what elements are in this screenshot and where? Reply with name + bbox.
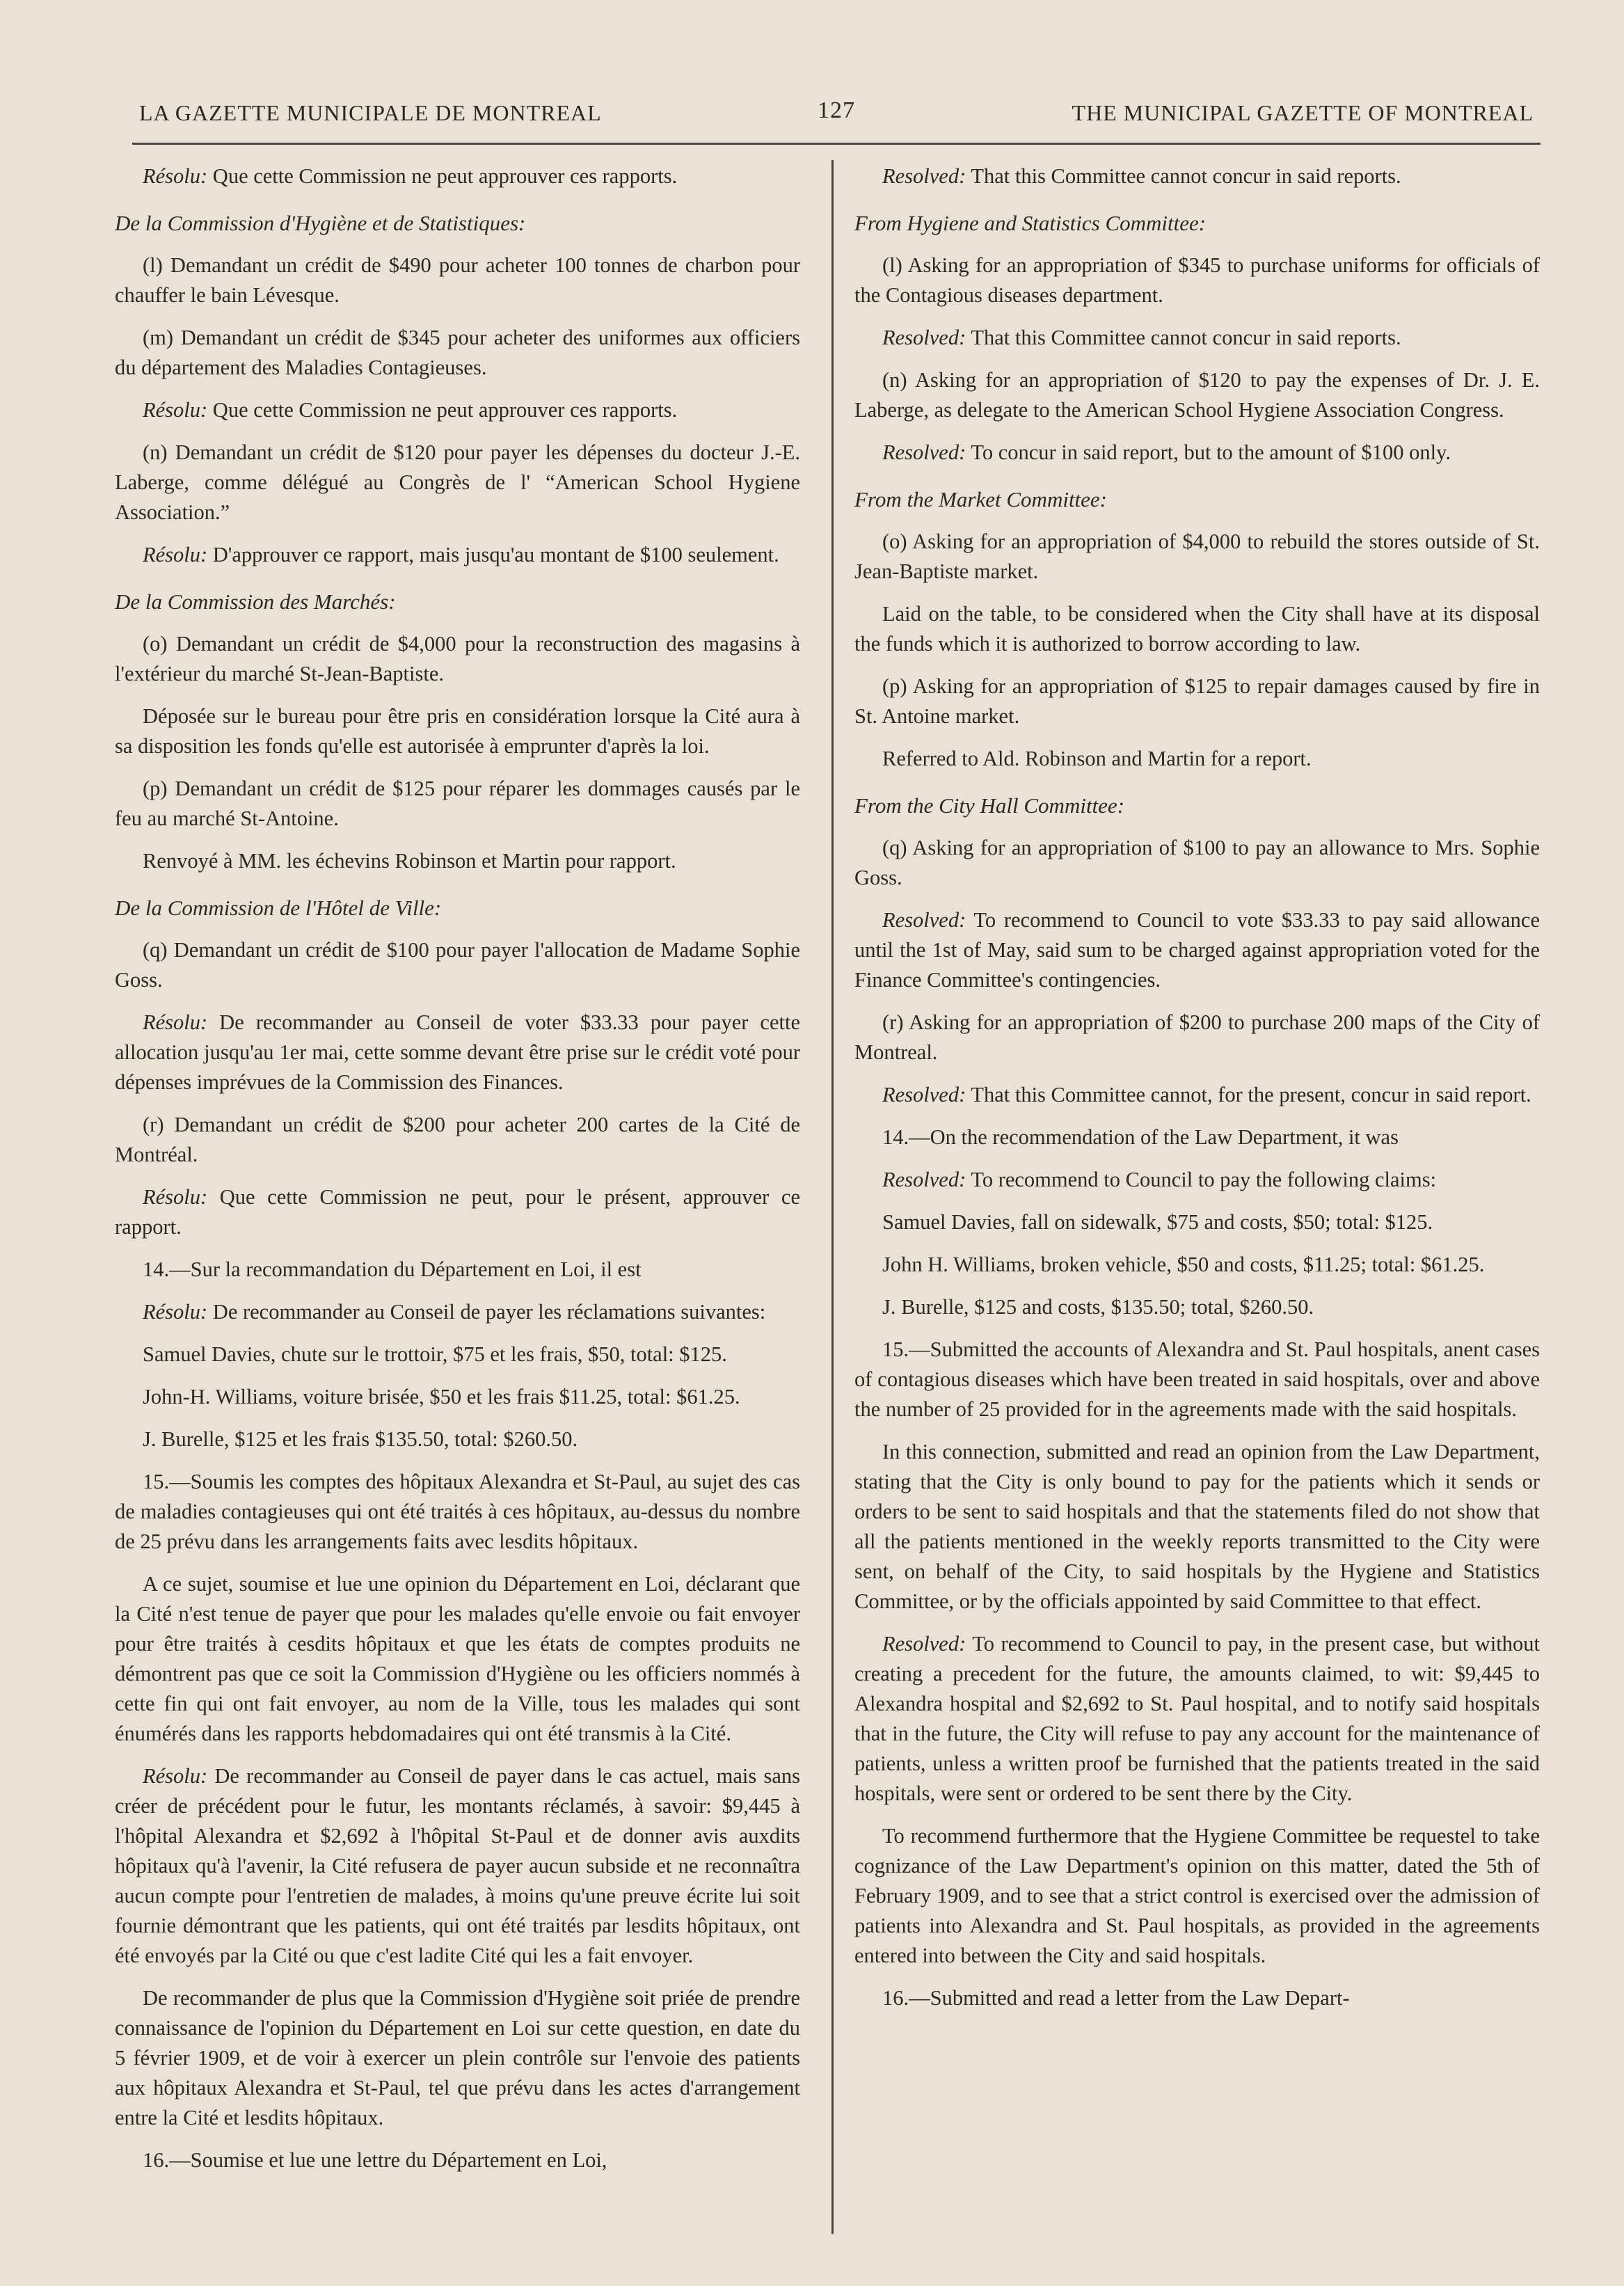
section-heading: From Hygiene and Statistics Committee:	[854, 211, 1207, 235]
paragraph-text: In this connection, submitted and read an opinion from the Law Department, stating that the City is only bound to pay for the patients which it sends or orders to be sent to said hospitals and that the statements filed do not show that all the patients mentioned in the weekly reports transmitted to the City were sent, on behalf of the City, to said hospitals by the Hygiene and Statistics Committee, or by the officials appointed by said Committee to that effect.	[854, 1440, 1540, 1613]
resolution-lead: Résolu:	[143, 1300, 208, 1324]
resolution-lead: Resolved:	[882, 326, 966, 349]
paragraph-text: Laid on the table, to be considered when the City shall have at its disposal the funds which it is authorized to borrow according to law.	[854, 602, 1540, 656]
section-heading: De la Commission des Marchés:	[115, 589, 396, 614]
paragraph-text: To recommend to Council to pay the following claims:	[966, 1168, 1437, 1191]
resolution-lead: Résolu:	[143, 164, 208, 188]
paragraph-text: (p) Demandant un crédit de $125 pour réparer les dommages causés par le feu au marché St-Antoine.	[115, 777, 800, 830]
paragraph	[115, 1983, 800, 2133]
resolution-paragraph	[115, 1297, 800, 1327]
paragraph	[115, 1569, 800, 1749]
paragraph-text: De recommander au Conseil de payer dans le cas actuel, mais sans créer de précédent pour le futur, les montants réclamés, à savoir: $9,445 à l'hôpital Alexandra et $2,692 à l'hôpital St-Paul et de donner avis auxdits hôpitaux qu'à l'avenir, la Cité refusera de payer aucun subside et ne reconnaîtra aucun compte pour l'entretien de malades, à moins qu'une preuve écrite lui soit fournie démontrant que les patients, qui ont été traités par lesdits hôpitaux, ont été envoyés par la Cité ou que c'est ladite Cité qui les a fait envoyer.	[115, 1764, 800, 1967]
page-header	[139, 97, 1534, 139]
paragraph-text: D'approuver ce rapport, mais jusqu'au montant de $100 seulement.	[207, 543, 779, 566]
paragraph-text: Déposée sur le bureau pour être pris en considération lorsque la Cité aura à sa disposition les fonds qu'elle est autorisée à emprunter d'après la loi.	[115, 704, 800, 758]
paragraph-text: De recommander au Conseil de payer les réclamations suivantes:	[207, 1300, 766, 1324]
paragraph	[115, 438, 800, 527]
paragraph-text: (p) Asking for an appropriation of $125 to repair damages caused by fire in St. Antoine market.	[854, 674, 1540, 728]
paragraph	[115, 846, 800, 876]
paragraph-text: Que cette Commission ne peut approuver ces rapports.	[207, 398, 678, 422]
resolution-lead: Resolved:	[882, 1632, 966, 1656]
paragraph-text: 16.—Submitted and read a letter from the Law Depart-	[882, 1986, 1350, 2010]
paragraph-text: A ce sujet, soumise et lue une opinion du Département en Loi, déclarant que la Cité n'est tenue de payer que pour les malades qu'elle envoie ou fait envoyer pour être traités à cesdits hôpitaux et que les états de comptes produits ne démontrent pas que ce soit la Commission d'Hygiène ou les officiers nommés à cette fin qui ont fait envoyer, au nom de la Ville, tous les malades qui sont énumérés dans les rapports hebdomadaires qui ont été transmis à la Cité.	[115, 1572, 800, 1745]
paragraph-text: (l) Demandant un crédit de $490 pour acheter 100 tonnes de charbon pour chauffer le bain Lévesque.	[115, 253, 800, 307]
paragraph	[854, 744, 1540, 774]
paragraph-text: Referred to Ald. Robinson and Martin for a report.	[882, 747, 1312, 770]
resolution-paragraph	[115, 540, 800, 570]
resolution-lead: Resolved:	[882, 164, 966, 188]
paragraph	[115, 629, 800, 689]
resolution-lead: Resolved:	[882, 908, 966, 932]
resolution-paragraph	[854, 1629, 1540, 1809]
resolution-paragraph	[854, 161, 1540, 191]
resolution-paragraph	[854, 905, 1540, 995]
header-rule	[132, 143, 1541, 145]
paragraph-text: 15.—Submitted the accounts of Alexandra and St. Paul hospitals, anent cases of contagious diseases which have been treated in said hospitals, over and above the number of 25 provided for in the agreements made with the said hospitals.	[854, 1338, 1540, 1421]
paragraph	[115, 1424, 800, 1454]
paragraph	[115, 251, 800, 310]
resolution-lead: Résolu:	[143, 1764, 208, 1788]
paragraph	[854, 527, 1540, 587]
french-column	[115, 161, 800, 2188]
resolution-lead: Résolu:	[143, 1185, 208, 1209]
paragraph	[854, 1983, 1540, 2013]
paragraph-text: To recommend to Council to vote $33.33 to pay said allowance until the 1st of May, said sum to be charged against appropriation voted for the Finance Committee's contingencies.	[854, 908, 1540, 992]
section-heading: From the City Hall Committee:	[854, 793, 1125, 818]
paragraph	[854, 599, 1540, 659]
section-heading: From the Market Committee:	[854, 487, 1108, 511]
column-divider	[831, 160, 834, 2234]
paragraph-text: (l) Asking for an appropriation of $345 to purchase uniforms for officials of the Contagious diseases department.	[854, 253, 1540, 307]
paragraph-text: 14.—On the recommendation of the Law Department, it was	[882, 1125, 1399, 1149]
paragraph	[115, 1110, 800, 1170]
paragraph	[115, 774, 800, 834]
paragraph-text: (o) Demandant un crédit de $4,000 pour la reconstruction des magasins à l'extérieur du marché St-Jean-Baptiste.	[115, 632, 800, 685]
paragraph-text: John H. Williams, broken vehicle, $50 and costs, $11.25; total: $61.25.	[882, 1253, 1485, 1276]
paragraph-text: Renvoyé à MM. les échevins Robinson et Martin pour rapport.	[143, 849, 676, 873]
english-column	[854, 161, 1540, 2026]
resolution-paragraph	[115, 1008, 800, 1097]
resolution-paragraph	[854, 438, 1540, 468]
resolution-paragraph	[854, 323, 1540, 353]
paragraph-text: (n) Demandant un crédit de $120 pour payer les dépenses du docteur J.-E. Laberge, comme délégué au Congrès de l' “American School Hygiene Association.”	[115, 440, 800, 524]
paragraph-text: (n) Asking for an appropriation of $120 to pay the expenses of Dr. J. E. Laberge, as delegate to the American School Hygiene Association Congress.	[854, 368, 1540, 422]
paragraph	[115, 1467, 800, 1557]
resolution-paragraph	[854, 1080, 1540, 1110]
paragraph-text: De recommander au Conseil de voter $33.33 pour payer cette allocation jusqu'au 1er mai, cette somme devant être prise sur le crédit voté pour dépenses imprévues de la Commission des Finances.	[115, 1010, 800, 1094]
resolution-lead: Resolved:	[882, 1168, 966, 1191]
paragraph-text: John-H. Williams, voiture brisée, $50 et les frais $11.25, total: $61.25.	[143, 1385, 740, 1408]
resolution-lead: Resolved:	[882, 1083, 966, 1106]
paragraph-text: That this Committee cannot, for the present, concur in said report.	[966, 1083, 1531, 1106]
paragraph-text: 15.—Soumis les comptes des hôpitaux Alexandra et St-Paul, au sujet des cas de maladies contagieuses qui ont été traités à ces hôpitaux, au-dessus du nombre de 25 prévu dans les arrangements faits avec lesdits hôpitaux.	[115, 1470, 800, 1553]
resolution-paragraph	[854, 1165, 1540, 1195]
header-french-title: LA GAZETTE MUNICIPALE DE MONTREAL	[139, 100, 602, 125]
resolution-lead: Résolu:	[143, 1010, 208, 1034]
resolution-paragraph	[115, 1182, 800, 1242]
paragraph	[115, 1382, 800, 1412]
resolution-lead: Resolved:	[882, 440, 966, 464]
paragraph-text: De recommander de plus que la Commission d'Hygiène soit priée de prendre connaissance de l'opinion du Département en Loi sur cette question, en date du 5 février 1909, et de voir à exercer un plein contrôle sur l'envoie des patients aux hôpitaux Alexandra et St-Paul, tel que prévu dans les actes d'arrangement entre la Cité et lesdits hôpitaux.	[115, 1986, 800, 2129]
paragraph	[115, 935, 800, 995]
section-heading: De la Commission d'Hygiène et de Statistiques:	[115, 211, 526, 235]
paragraph	[854, 1122, 1540, 1152]
paragraph	[854, 1335, 1540, 1424]
paragraph	[115, 1340, 800, 1370]
paragraph	[115, 701, 800, 761]
paragraph-text: (r) Demandant un crédit de $200 pour acheter 200 cartes de la Cité de Montréal.	[115, 1113, 800, 1166]
paragraph-text: That this Committee cannot concur in said reports.	[966, 164, 1401, 188]
paragraph-text: Samuel Davies, chute sur le trottoir, $75 et les frais, $50, total: $125.	[143, 1342, 727, 1366]
header-english-title: THE MUNICIPAL GAZETTE OF MONTREAL	[1072, 100, 1534, 125]
paragraph	[115, 323, 800, 383]
paragraph-text: Que cette Commission ne peut, pour le présent, approuver ce rapport.	[115, 1185, 800, 1239]
paragraph-text: J. Burelle, $125 et les frais $135.50, total: $260.50.	[143, 1427, 578, 1451]
resolution-paragraph	[115, 395, 800, 425]
paragraph-text: (q) Demandant un crédit de $100 pour payer l'allocation de Madame Sophie Goss.	[115, 938, 800, 992]
paragraph	[854, 1292, 1540, 1322]
paragraph-text: To recommend to Council to pay, in the present case, but without creating a precedent for the future, the amounts claimed, to wit: $9,445 to Alexandra hospital and $2,692 to St. Paul hospital, and to notify said hospitals that in the future, the City will refuse to pay any account for the maintenance of patients, unless a written proof be furnished that the patients treated in the said hospitals, were sent or ordered to be sent there by the City.	[854, 1632, 1540, 1805]
paragraph-text: (r) Asking for an appropriation of $200 to purchase 200 maps of the City of Montreal.	[854, 1010, 1540, 1064]
paragraph-text: 14.—Sur la recommandation du Département en Loi, il est	[143, 1257, 642, 1281]
paragraph	[115, 2145, 800, 2175]
paragraph-text: To recommend furthermore that the Hygiene Committee be requestel to take cognizance of the Law Department's opinion on this matter, dated the 5th of February 1909, and to see that a strict control is exercised over the admission of patients into Alexandra and St. Paul hospitals, as provided in the agreements entered into between the City and said hospitals.	[854, 1824, 1540, 1967]
resolution-lead: Résolu:	[143, 398, 208, 422]
paragraph-text: To concur in said report, but to the amount of $100 only.	[966, 440, 1451, 464]
resolution-lead: Résolu:	[143, 543, 208, 566]
paragraph	[854, 1821, 1540, 1971]
paragraph	[854, 251, 1540, 310]
paragraph	[854, 1207, 1540, 1237]
paragraph	[115, 1255, 800, 1285]
paragraph	[854, 1008, 1540, 1067]
paragraph	[854, 833, 1540, 893]
paragraph-text: That this Committee cannot concur in said reports.	[966, 326, 1401, 349]
paragraph-text: J. Burelle, $125 and costs, $135.50; total, $260.50.	[882, 1295, 1314, 1319]
paragraph-text: (q) Asking for an appropriation of $100 to pay an allowance to Mrs. Sophie Goss.	[854, 836, 1540, 889]
resolution-paragraph	[115, 161, 800, 191]
paragraph	[854, 365, 1540, 425]
section-heading: De la Commission de l'Hôtel de Ville:	[115, 896, 442, 920]
paragraph-text: Que cette Commission ne peut approuver ces rapports.	[207, 164, 678, 188]
paragraph-text: 16.—Soumise et lue une lettre du Département en Loi,	[143, 2148, 607, 2172]
paragraph	[854, 1437, 1540, 1617]
page-number: 127	[818, 97, 855, 123]
paragraph-text: (m) Demandant un crédit de $345 pour acheter des uniformes aux officiers du département des Maladies Contagieuses.	[115, 326, 800, 379]
paragraph-text: (o) Asking for an appropriation of $4,000 to rebuild the stores outside of St. Jean-Baptiste market.	[854, 530, 1540, 583]
paragraph-text: Samuel Davies, fall on sidewalk, $75 and costs, $50; total: $125.	[882, 1210, 1433, 1234]
resolution-paragraph	[115, 1761, 800, 1971]
paragraph	[854, 1250, 1540, 1280]
paragraph	[854, 672, 1540, 731]
